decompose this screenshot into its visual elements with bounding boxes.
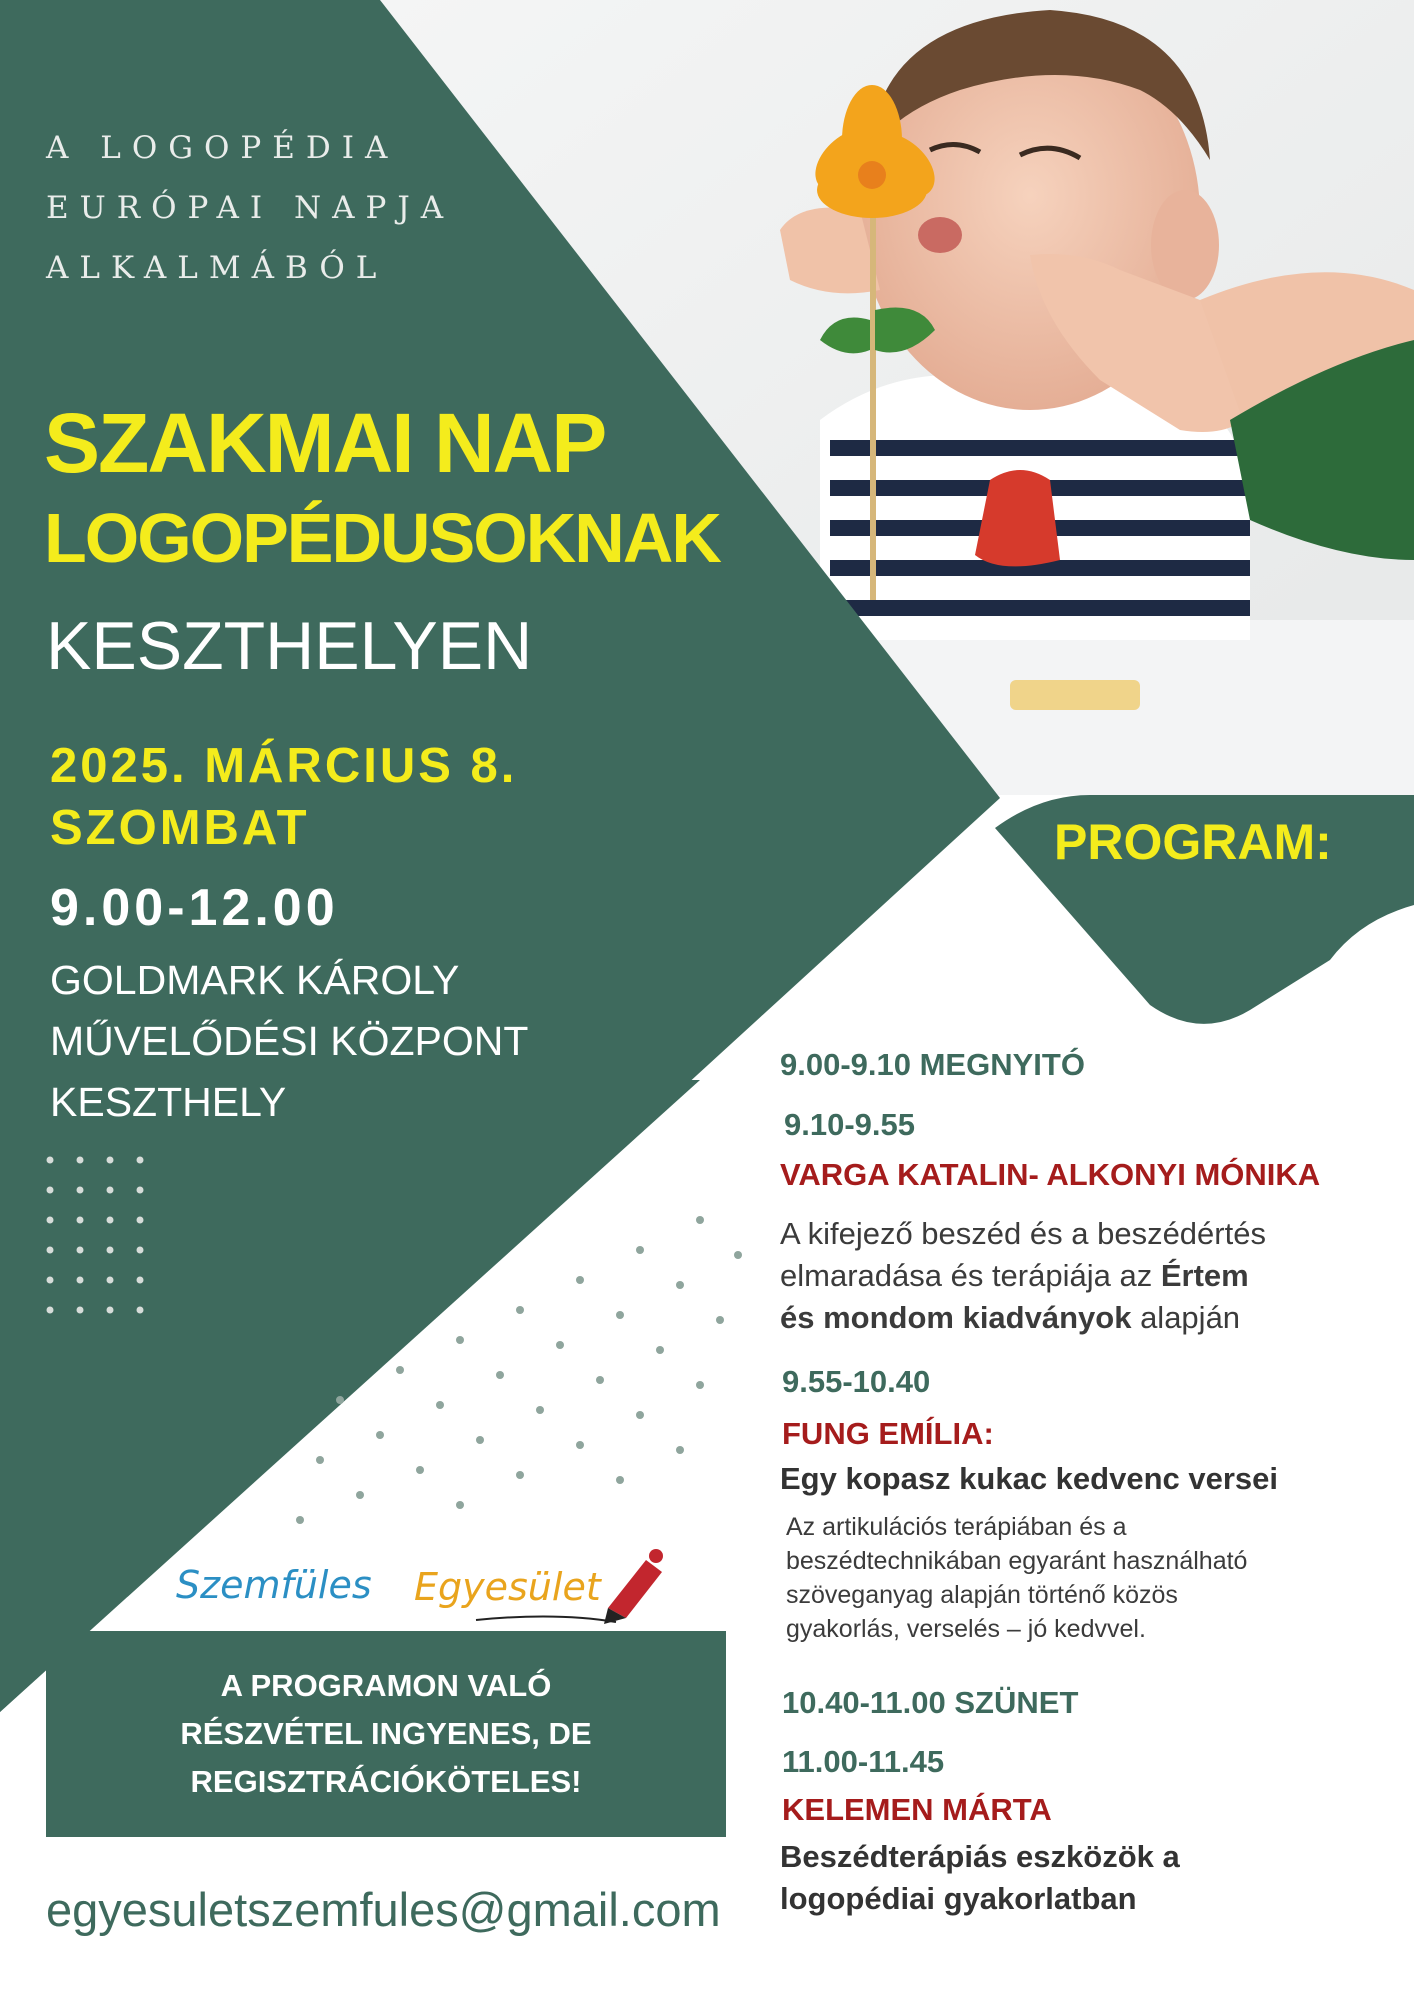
session3-speaker: KELEMEN MÁRTA bbox=[782, 1792, 1052, 1827]
intro-line-1: A LOGOPÉDIA bbox=[46, 130, 399, 166]
session1-desc-line-3-normal: alapján bbox=[1131, 1300, 1241, 1335]
title-line-3: KESZTHELYEN bbox=[46, 608, 533, 684]
event-time: 9.00-12.00 bbox=[50, 879, 339, 937]
contact-email[interactable]: egyesuletszemfules@gmail.com bbox=[46, 1883, 721, 1936]
intro-text bbox=[46, 118, 454, 298]
session1-desc-line-2-normal: elmaradása és terápiája az bbox=[780, 1258, 1161, 1293]
session1-speaker: VARGA KATALIN- ALKONYI MÓNIKA bbox=[780, 1157, 1321, 1192]
intro-line-3: ALKALMÁBÓL bbox=[46, 250, 388, 286]
event-day: SZOMBAT bbox=[50, 801, 310, 855]
session2-speaker: FUNG EMÍLIA: bbox=[782, 1416, 994, 1451]
session3-title bbox=[780, 1836, 1180, 1920]
session2-desc-line-1: Az artikulációs terápiában és a bbox=[786, 1513, 1127, 1541]
opening-slot: 9.00-9.10 MEGNYITÓ bbox=[780, 1047, 1085, 1082]
program-title: PROGRAM: bbox=[1054, 814, 1332, 870]
event-date: 2025. MÁRCIUS 8. bbox=[50, 739, 518, 793]
registration-line-3: REGISZTRÁCIÓKÖTELES! bbox=[190, 1764, 582, 1799]
session3-title-line-2: logopédiai gyakorlatban bbox=[780, 1881, 1137, 1916]
session3-title-line-1: Beszédterápiás eszközök a bbox=[780, 1839, 1180, 1874]
break-slot: 10.40-11.00 SZÜNET bbox=[782, 1685, 1079, 1720]
session1-desc-line-2 bbox=[780, 1255, 1266, 1297]
session2-time: 9.55-10.40 bbox=[782, 1364, 931, 1399]
venue-line-3: KESZTHELY bbox=[50, 1079, 287, 1125]
event-venue bbox=[50, 950, 528, 1133]
registration-text bbox=[46, 1662, 726, 1806]
venue-line-2: MŰVELŐDÉSI KÖZPONT bbox=[50, 1018, 529, 1064]
session1-desc-line-2-bold: Értem bbox=[1160, 1258, 1249, 1293]
session2-desc-line-4: gyakorlás, verselés – jó kedvvel. bbox=[786, 1615, 1146, 1643]
session1-desc-line-3-bold: és mondom kiadványok bbox=[780, 1300, 1132, 1335]
session1-description bbox=[780, 1213, 1266, 1339]
title-line-2: LOGOPÉDUSOKNAK bbox=[44, 499, 720, 577]
logo-word-1: Szemfüles bbox=[176, 1563, 372, 1607]
session2-description bbox=[786, 1510, 1247, 1646]
event-date-block bbox=[50, 735, 517, 859]
session2-desc-line-2: beszédtechnikában egyaránt használható bbox=[786, 1547, 1248, 1575]
intro-line-2: EURÓPAI NAPJA bbox=[46, 190, 455, 226]
venue-line-1: GOLDMARK KÁROLY bbox=[50, 957, 460, 1003]
title-line-1: SZAKMAI NAP bbox=[44, 396, 606, 490]
session1-desc-line-1: A kifejező beszéd és a beszédértés bbox=[780, 1216, 1266, 1251]
registration-box bbox=[46, 1631, 726, 1837]
logo-word-2: Egyesület bbox=[414, 1565, 601, 1609]
registration-line-2: RÉSZVÉTEL INGYENES, DE bbox=[180, 1716, 592, 1751]
szemfules-egyesulet-logo bbox=[176, 1538, 696, 1628]
session1-time: 9.10-9.55 bbox=[784, 1107, 915, 1142]
session2-title: Egy kopasz kukac kedvenc versei bbox=[780, 1461, 1279, 1496]
session2-desc-line-3: szöveganyag alapján történő közös bbox=[786, 1581, 1178, 1609]
session3-time: 11.00-11.45 bbox=[782, 1744, 945, 1779]
session1-desc-line-3 bbox=[780, 1297, 1266, 1339]
registration-line-1: A PROGRAMON VALÓ bbox=[220, 1668, 552, 1703]
